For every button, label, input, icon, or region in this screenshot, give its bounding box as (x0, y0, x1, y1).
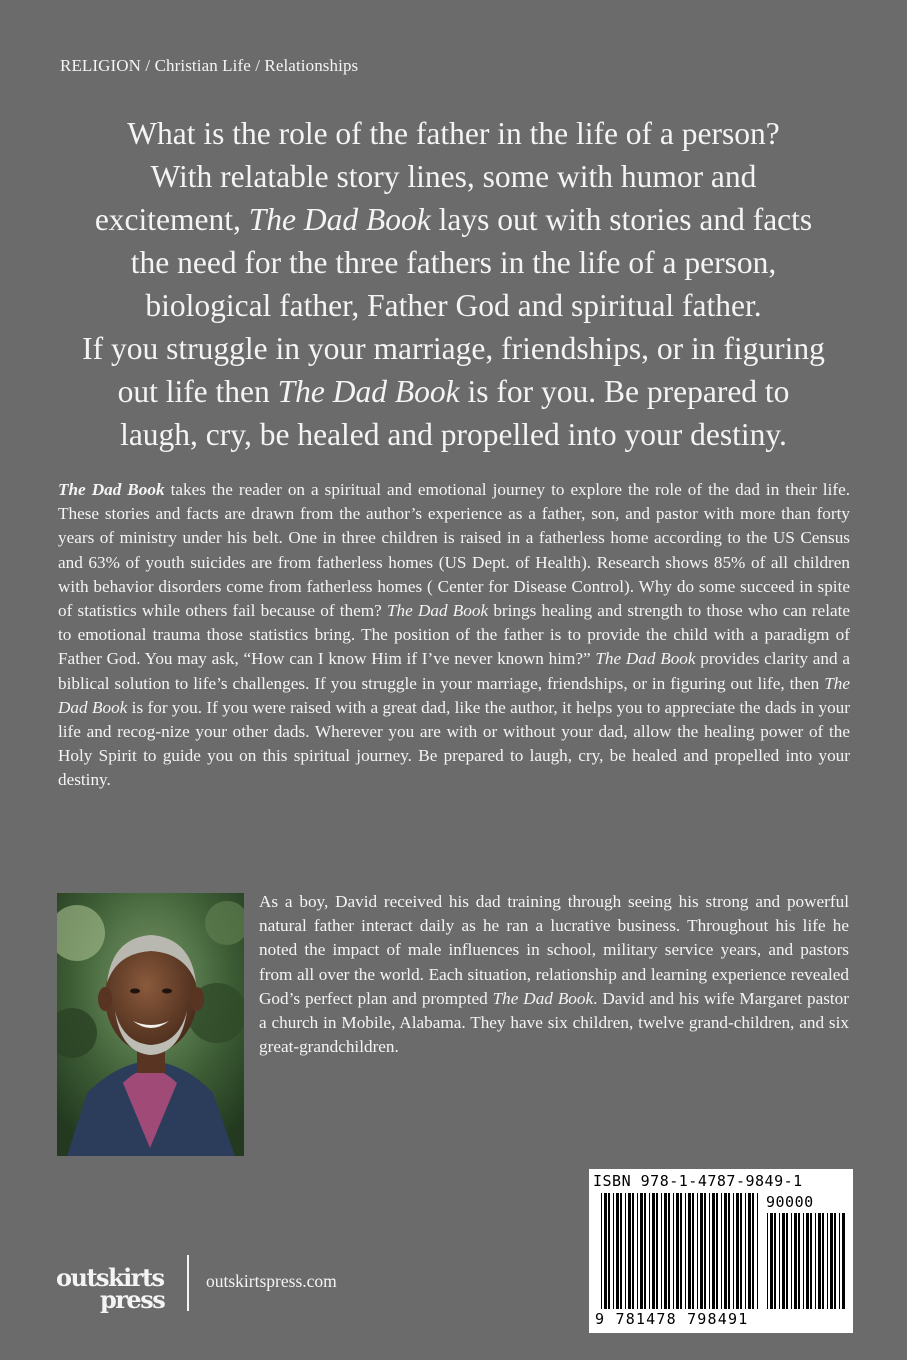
book-title: The Dad Book (58, 673, 850, 717)
isbn-barcode (589, 1169, 853, 1333)
book-description (58, 478, 850, 793)
isbn-digits: 9 781478 798491 (595, 1310, 749, 1328)
logo-text: outskirts (56, 1263, 164, 1292)
blurb-line: With relatable story lines, some with humor and (150, 159, 757, 194)
divider (187, 1255, 189, 1311)
book-title: The Dad Book (248, 202, 431, 237)
cover-blurb (40, 112, 867, 456)
logo-text: press (100, 1285, 165, 1314)
book-title: The Dad Book (58, 480, 165, 499)
blurb-line: What is the role of the father in the life of a person? (127, 116, 780, 151)
author-photo (57, 893, 244, 1156)
publisher-logo (56, 1255, 176, 1319)
description-paragraph: The Dad Book takes the reader on a spiritual and emotional journey to explore the role of the dad in their life. These stories and facts are drawn from the author’s experience as a father, son, and pastor with more than forty years of ministry under his belt. One in three children is raised in a fatherless home according to the US Census and 63% of youth suicides are from fatherless homes (US Dept. of Health). Research shows 85% of all children with behavior disorders come from fatherless homes ( Center for Disease Control). Why do some succeed in spite of statistics while others fail because of them? The Dad Book brings healing and strength to those who can relate to emotional trauma those statistics bring. The position of the father is to provide the child with a paradigm of Father God. You may ask, “How can I know Him if I’ve never known him?” The Dad Book provides clarity and a biblical solution to life’s challenges. If you struggle in your marriage, friendships, or in figuring out life, then The Dad Book is for you. If you were raised with a great dad, like the author, it helps you to appreciate the dads in your life and recog-nize your other dads. Wherever you are with or without your dad, allow the healing power of the Holy Spirit to guide you on this spiritual journey. Be prepared to laugh, cry, be healed and propelled into your destiny. (58, 480, 851, 790)
author-bio (259, 890, 849, 1059)
blurb-line: out life then The Dad Book is for you. Be prepared to (117, 374, 790, 409)
publisher-website: outskirtspress.com (206, 1271, 337, 1291)
isbn-label: ISBN 978-1-4787-9849-1 (593, 1172, 803, 1190)
barcode-bars (589, 1169, 853, 1333)
category-label: RELIGION / Christian Life / Relationships (60, 56, 359, 75)
blurb-line: If you struggle in your marriage, friendships, or in figuring (82, 331, 825, 366)
book-title: The Dad Book (595, 649, 696, 669)
book-title: The Dad Book (386, 601, 489, 621)
blurb-line: laugh, cry, be healed and propelled into your destiny. (120, 417, 787, 452)
price-code: 90000 (766, 1193, 814, 1211)
bio-paragraph: As a boy, David received his dad training through seeing his strong and powerful natural father interact daily as he ran a lucrative business. Throughout his life he noted the impact of male influences in school, military service years, and pastors from all over the world. Each situation, relationship and learning experience revealed God’s perfect plan and prompted The Dad Book. David and his wife Margaret pastor a church in Mobile, Alabama. They have six children, twelve grand-children, and six great-grandchildren. (259, 892, 849, 1057)
blurb-line: excitement, The Dad Book lays out with stories and facts (94, 202, 813, 237)
book-title: The Dad Book (277, 374, 460, 409)
blurb-line: biological father, Father God and spiritual father. (145, 288, 762, 323)
book-title: The Dad Book (492, 988, 594, 1008)
blurb-line: the need for the three fathers in the life of a person, (130, 245, 777, 280)
